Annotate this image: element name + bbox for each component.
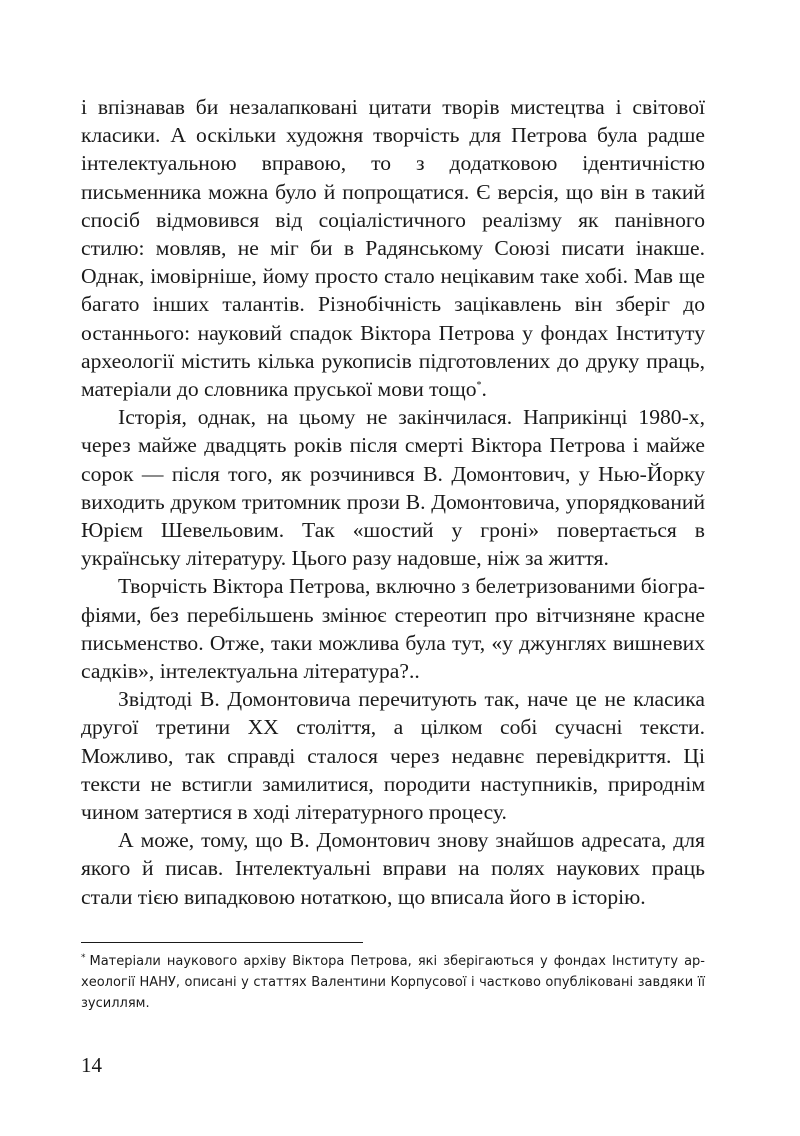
footnote-text: Матеріали наукового архіву Віктора Петрова, які зберігаються у фондах Інституту археології НАНУ, описані у статтях Валентини Корпусової і частково опубліковані завдяки її зусиллям. bbox=[81, 954, 705, 1011]
paragraph-4: Звідтоді В. Домонтовича перечитують так, наче це не класика другої третини ХХ століття, а цілком собі сучасні тексти. Можливо, так справді сталося через недавнє перевідкриття. Ці тексти не встигли замилитися, породити наступників, природнім чином затертися в ході літературного процесу. bbox=[81, 687, 705, 825]
footnote bbox=[81, 951, 705, 1014]
paragraph-2: Історія, однак, на цьому не закінчилася. Наприкінці 1980-х, через майже двадцять років після смерті Віктора Петрова і майже сорок — після того, як розчинився В. Домонтович, у Нью-Йорку виходить друком тритомник прози В. Домонтовича, упорядкований Юрієм Шевельовим. Так «шостий у гроні» повертається в українську літературу. Цього разу надовше, ніж за життя. bbox=[81, 405, 705, 571]
footnote-marker: * bbox=[81, 952, 86, 963]
paragraph-1-end: . bbox=[481, 377, 487, 402]
paragraph-3: Творчість Віктора Петрова, включно з белетризованими біографіями, без перебільшень змінює стереотип про вітчизняне красне письменство. Отже, таки можлива була тут, «у джунглях вишневих садків», інтелектуальна література?.. bbox=[81, 574, 705, 684]
paragraph-5: А може, тому, що В. Домонтович знову знайшов адресата, для якого й писав. Інтелектуальні вправи на полях наукових праць стали тією випадковою нотаткою, що вписала його в історію. bbox=[81, 828, 705, 909]
paragraph-1-text: і впізнавав би незалапковані цитати творів мистецтва і світової класики. А оскільки художня творчість для Петрова була радше інтелектуальною вправою, то з додатковою ідентичністю письменника можна було й попрощатися. Є версія, що він в такий спосіб відмовився від соціалістичного реалізму як панівного стилю: мовляв, не міг би в Радянському Союзі писати інакше. Однак, імовірніше, йому просто стало нецікавим таке хобі. Мав ще багато інших талантів. Різнобічність зацікавлень він зберіг до останнього: науковий спадок Віктора Петрова у фондах Інституту археології містить кілька рукописів підготовлених до друку праць, матеріали до словника пруської мови тощо bbox=[81, 95, 705, 402]
paragraph-1 bbox=[81, 93, 705, 403]
footnote-divider bbox=[81, 942, 363, 943]
main-text bbox=[81, 93, 705, 911]
footnote-reference: * bbox=[476, 379, 482, 391]
page-number: 14 bbox=[81, 1053, 102, 1077]
